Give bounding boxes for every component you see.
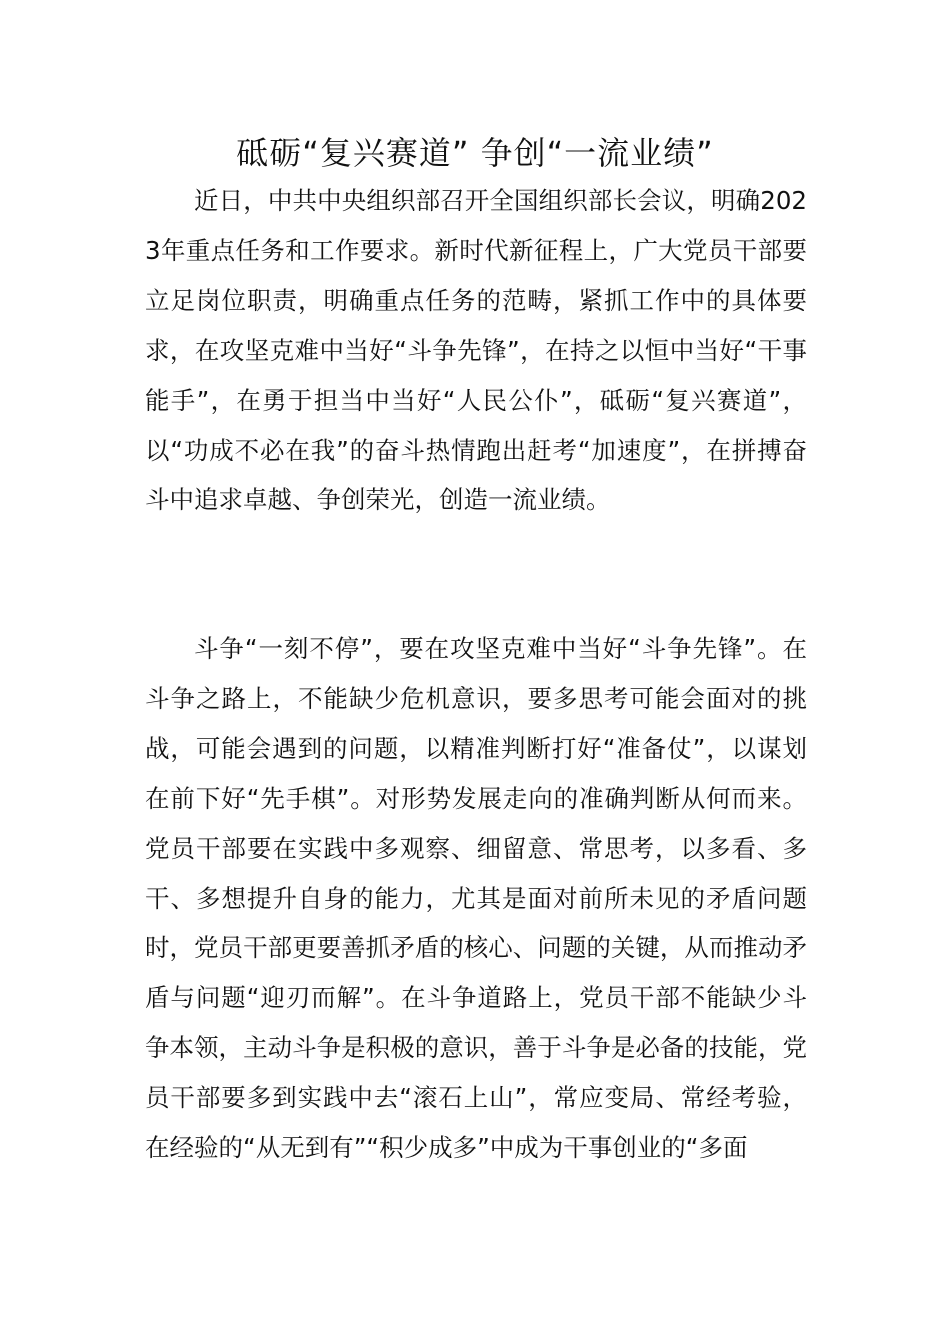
paragraph-intro: 近日，中共中央组织部召开全国组织部长会议，明确2023年重点任务和工作要求。新时代新征程上，广大党员干部要立足岗位职责，明确重点任务的范畴，紧抓工作中的具体要求，在攻坚克难中当好“斗争先锋”，在持之以恒中当好“干事能手”，在勇于担当中当好“人民公仆”，砥砺“复兴赛道”，以“功成不必在我”的奋斗热情跑出赶考“加速度”，在拼搏奋斗中追求卓越、争创荣光，创造一流业绩。 <box>145 186 807 515</box>
document-title: 砥砺“复兴赛道” 争创“一流业绩” <box>236 134 714 172</box>
paragraph-struggle: 斗争“一刻不停”，要在攻坚克难中当好“斗争先锋”。在斗争之路上，不能缺少危机意识，要多思考可能会面对的挑战，可能会遇到的问题，以精准判断打好“准备仗”，以谋划在前下好“先手棋”。对形势发展走向的准确判断从何而来。党员干部要在实践中多观察、细留意、常思考，以多看、多干、多想提升自身的能力，尤其是面对前所未见的矛盾问题时，党员干部更要善抓矛盾的核心、问题的关键，从而推动矛盾与问题“迎刃而解”。在斗争道路上，党员干部不能缺少斗争本领，主动斗争是积极的意识，善于斗争是必备的技能，党员干部要多到实践中去“滚石上山”，常应变局、常经考验，在经验的“从无到有”“积少成多”中成为干事创业的“多面 <box>145 634 807 1163</box>
